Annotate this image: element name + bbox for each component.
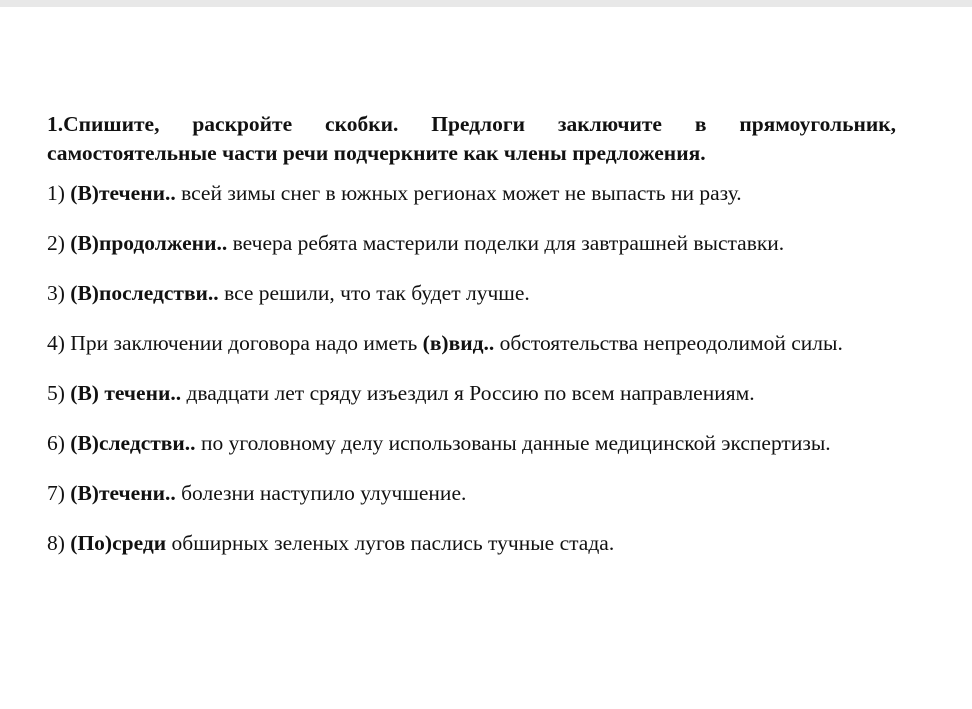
sentence-text: двадцати лет сряду изъездил я Россию по всем направлениям. <box>186 381 755 405</box>
sentence-number: 7) <box>47 481 65 505</box>
sentence-text: обширных зеленых лугов паслись тучные стада. <box>171 531 615 555</box>
sentence-8 <box>47 529 896 558</box>
sentence-text-before: При заключении договора надо иметь <box>70 331 418 355</box>
sentence-number: 5) <box>47 381 65 405</box>
sentence-3 <box>47 279 896 308</box>
sentence-4 <box>47 329 896 358</box>
sentence-2 <box>47 229 896 258</box>
sentence-number: 3) <box>47 281 65 305</box>
task-title: 1.Спишите, раскройте скобки. Предлоги заключите в прямоугольник, самостоятельные части речи подчеркните как члены предложения. <box>47 112 896 165</box>
sentence-7 <box>47 479 896 508</box>
sentence-number: 1) <box>47 181 65 205</box>
sentence-text: обстоятельства непреодолимой силы. <box>499 331 843 355</box>
preposition-phrase: (В)продолжени.. <box>70 231 228 255</box>
sentence-text: все решили, что так будет лучше. <box>224 281 530 305</box>
preposition-phrase: (В)последстви.. <box>70 281 219 305</box>
sentence-number: 6) <box>47 431 65 455</box>
top-bar <box>0 0 972 7</box>
preposition-phrase: (По)среди <box>70 531 167 555</box>
preposition-phrase: (в)вид.. <box>422 331 495 355</box>
sentence-1 <box>47 179 896 208</box>
sentence-number: 2) <box>47 231 65 255</box>
exercise-document <box>47 110 896 579</box>
sentence-5 <box>47 379 896 408</box>
sentence-text: по уголовному делу использованы данные медицинской экспертизы. <box>200 431 831 455</box>
preposition-phrase: (В)течени.. <box>70 181 176 205</box>
sentence-number: 4) <box>47 331 65 355</box>
preposition-phrase: (В)течени.. <box>70 481 176 505</box>
sentence-text: болезни наступило улучшение. <box>181 481 467 505</box>
sentence-text: всей зимы снег в южных регионах может не выпасть ни разу. <box>181 181 742 205</box>
preposition-phrase: (В) течени.. <box>70 381 182 405</box>
preposition-phrase: (В)следстви.. <box>70 431 196 455</box>
sentence-number: 8) <box>47 531 65 555</box>
sentence-6 <box>47 429 896 458</box>
sentence-text: вечера ребята мастерили поделки для завтрашней выставки. <box>232 231 785 255</box>
